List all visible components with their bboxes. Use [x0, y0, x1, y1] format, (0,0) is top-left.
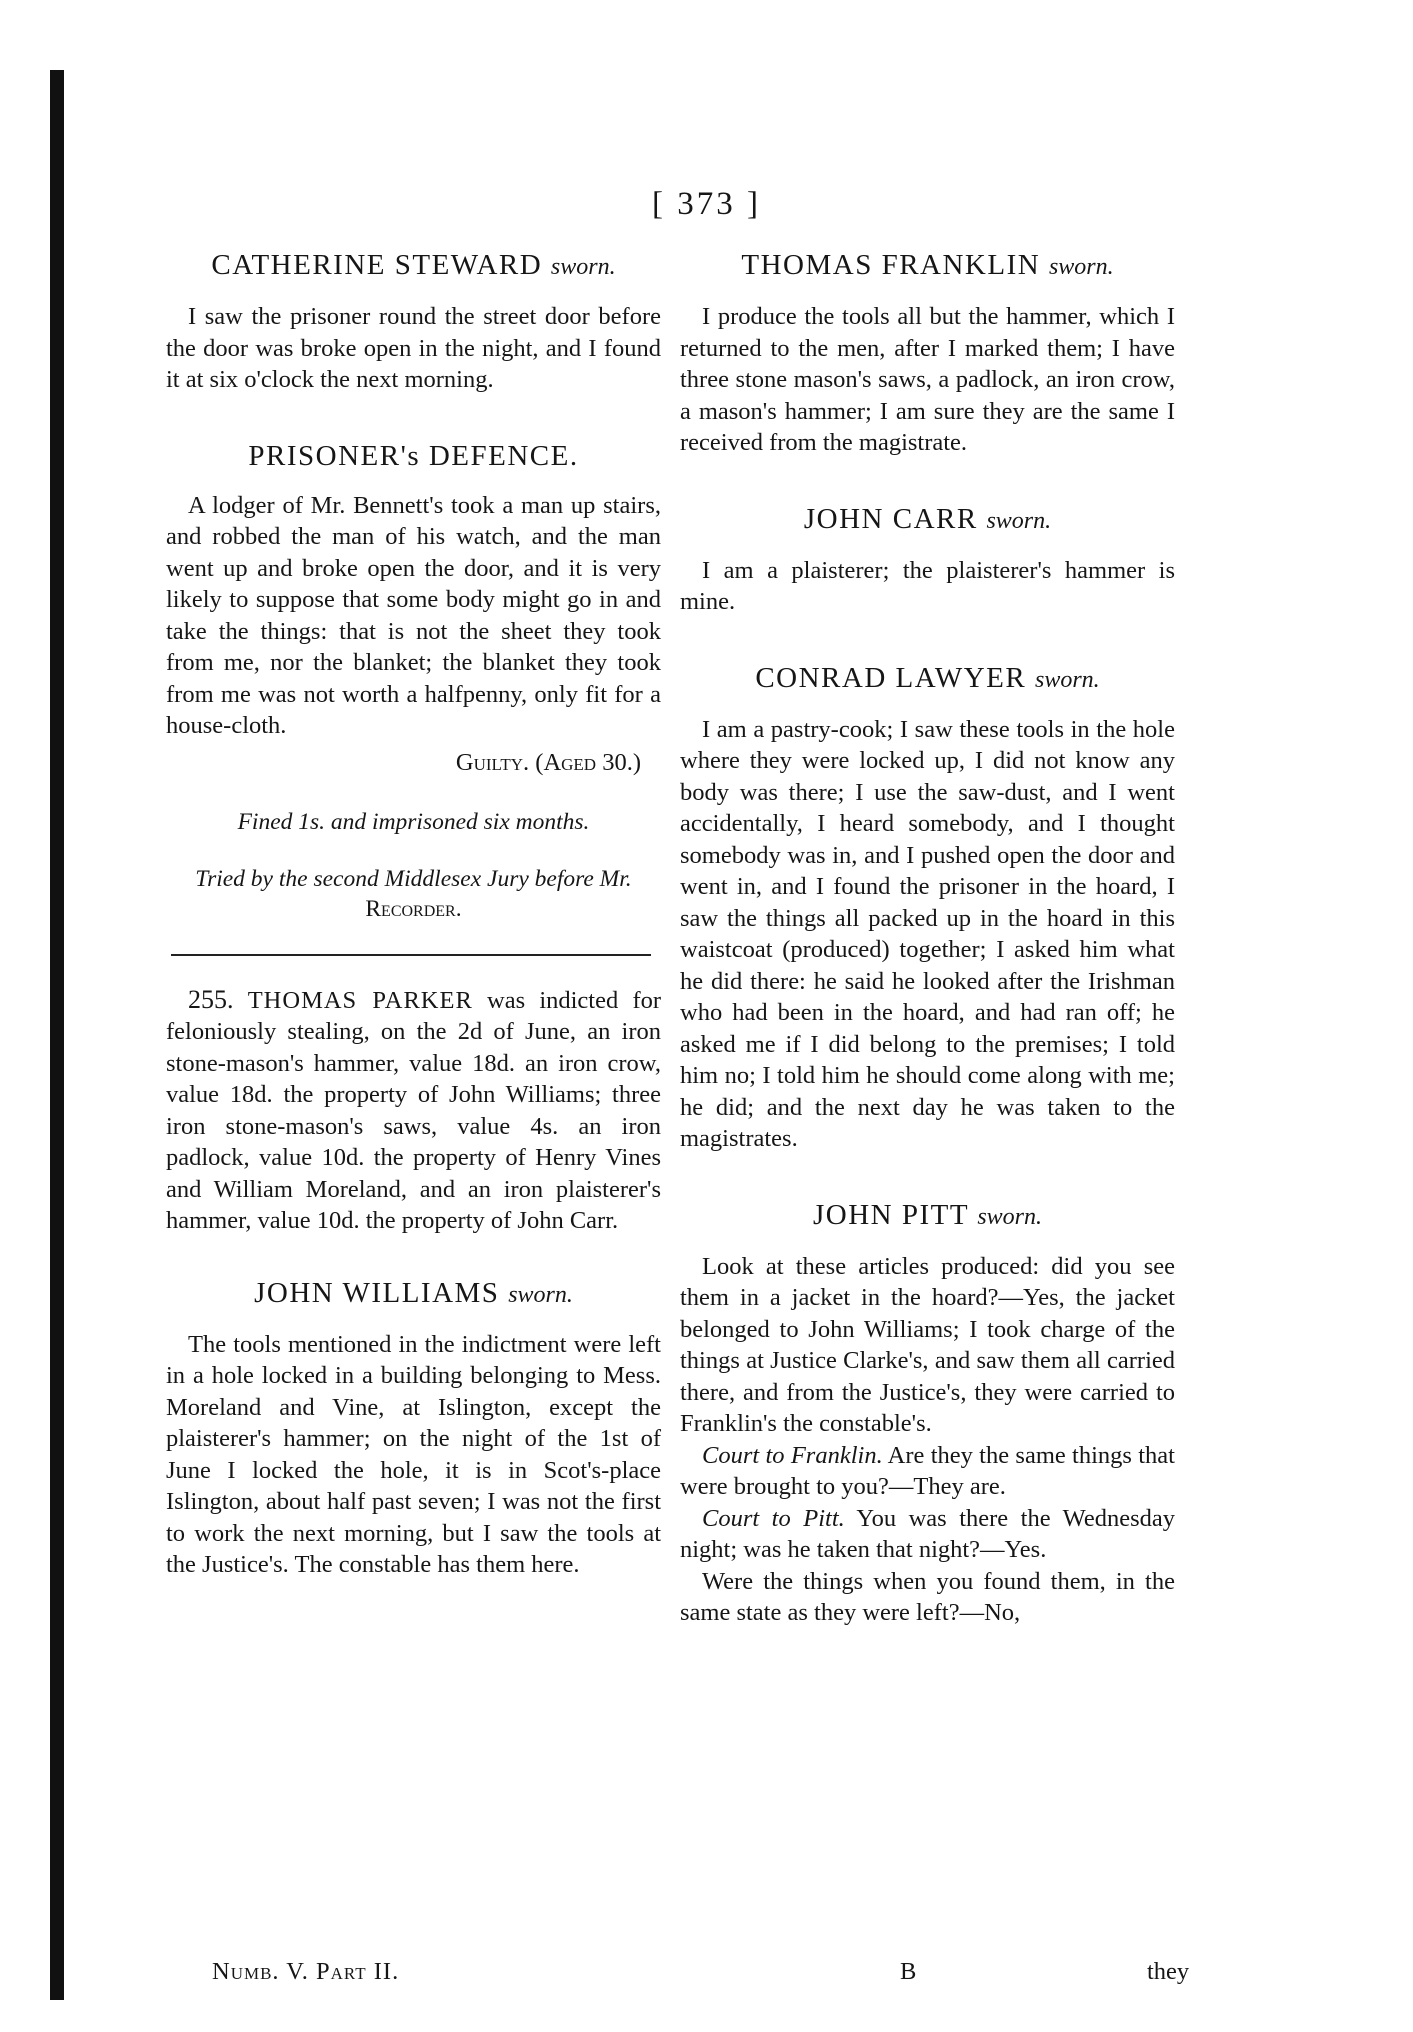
indictment-text: 255. THOMAS PARKER was indicted for feloniously stealing, on the 2d of June, an iron stone-mason's hammer, value 18d. an iron crow, value 18d. the property of John Williams; three iron stone-mason's saws, value 4s. an iron padlock, value 10d. the property of Henry Vines and William Moreland, and an iron plaisterer's hammer, value 10d. the property of John Carr.: [166, 984, 662, 1234]
testimony-lawyer: I am a pastry-cook; I saw these tools in the hole where they were locked up, I did not know any body was there; I use the saw-dust, and I went accidentally, I heard somebody, and I thought somebody was in, and I pushed open the door and went in, and I found the prisoner in the hoard, I saw the things all packed up in the hoard in this waistcoat (produced) together; I asked him what he did there: he said he looked after the Irishman who had been in the hoard, and had ran off; he asked me if I did belong to the premises; I told him no; I told him he should come along with me; he did; and the next day he was taken to the magistrates.: [680, 715, 1175, 1152]
defence-heading: PRISONER's DEFENCE.: [248, 439, 579, 472]
witness-heading-williams: JOHN WILLIAMS sworn.: [254, 1276, 573, 1309]
tried-by: Tried by the second Middlesex Jury before Mr. Recorder.: [195, 865, 632, 922]
page-number: [ 373 ]: [652, 186, 761, 222]
witness-heading-carr: JOHN CARR sworn.: [803, 502, 1052, 535]
court-to-pitt: Court to Pitt. You was there the Wednesday night; was he taken that night?—Yes.: [680, 1504, 1175, 1563]
witness-heading-lawyer: CONRAD LAWYER sworn.: [755, 661, 1100, 694]
sentence: Fined 1s. and imprisoned six months.: [237, 808, 590, 835]
testimony-carr: I am a plaisterer; the plaisterer's hammer is mine.: [680, 556, 1175, 615]
final-question: Were the things when you found them, in the same state as they were left?—No,: [680, 1567, 1175, 1626]
court-to-franklin: Court to Franklin. Are they the same things that were brought to you?—They are.: [680, 1441, 1175, 1500]
right-column: [680, 245, 1175, 1629]
testimony-franklin: I produce the tools all but the hammer, which I returned to the men, after I marked them; I have three stone mason's saws, a padlock, an iron crow, a mason's hammer; I am sure they are the same I received from the magistrate.: [680, 303, 1175, 456]
witness-heading-pitt: JOHN PITT sworn.: [813, 1198, 1042, 1231]
witness-heading-steward: CATHERINE STEWARD sworn.: [211, 249, 616, 281]
witness-heading-franklin: THOMAS FRANKLIN sworn.: [741, 249, 1114, 281]
footer-issue: Numb. V. Part II.: [212, 1958, 400, 1985]
left-column: [166, 245, 661, 1581]
verdict: Guilty. (Aged 30.): [455, 748, 641, 776]
signature-mark: B: [900, 1958, 917, 1985]
defence-text: A lodger of Mr. Bennett's took a man up stairs, and robbed the man of his watch, and the man went up and broke open the door, and it is very likely to suppose that some body might go in and take the things: that is not the sheet they took from me, nor the blanket; the blanket they took from me was not worth a halfpenny, only fit for a house-cloth.: [166, 491, 661, 739]
testimony-pitt: Look at these articles produced: did you see them in a jacket in the hoard?—Yes, the jacket belonged to John Williams; I took charge of the things at Justice Clarke's, and saw them all carried there, and from the Justice's, they were carried to Franklin's the constable's.: [680, 1252, 1175, 1437]
catchword: they: [1147, 1958, 1190, 1985]
testimony-williams: The tools mentioned in the indictment were left in a hole locked in a building belonging to Mess. Moreland and Vine, at Islington, except the plaisterer's hammer; on the night of the 1st of June I locked the hole, it is in Scot's-place Islington, about half past seven; I was not the first to work the next morning, but I saw the tools at the Justice's. The constable has them here.: [166, 1330, 661, 1578]
section-divider: [171, 954, 651, 956]
binding-spine: [50, 70, 64, 2000]
testimony-steward: I saw the prisoner round the street door before the door was broke open in the night, and I found it at six o'clock the next morning.: [166, 303, 661, 393]
